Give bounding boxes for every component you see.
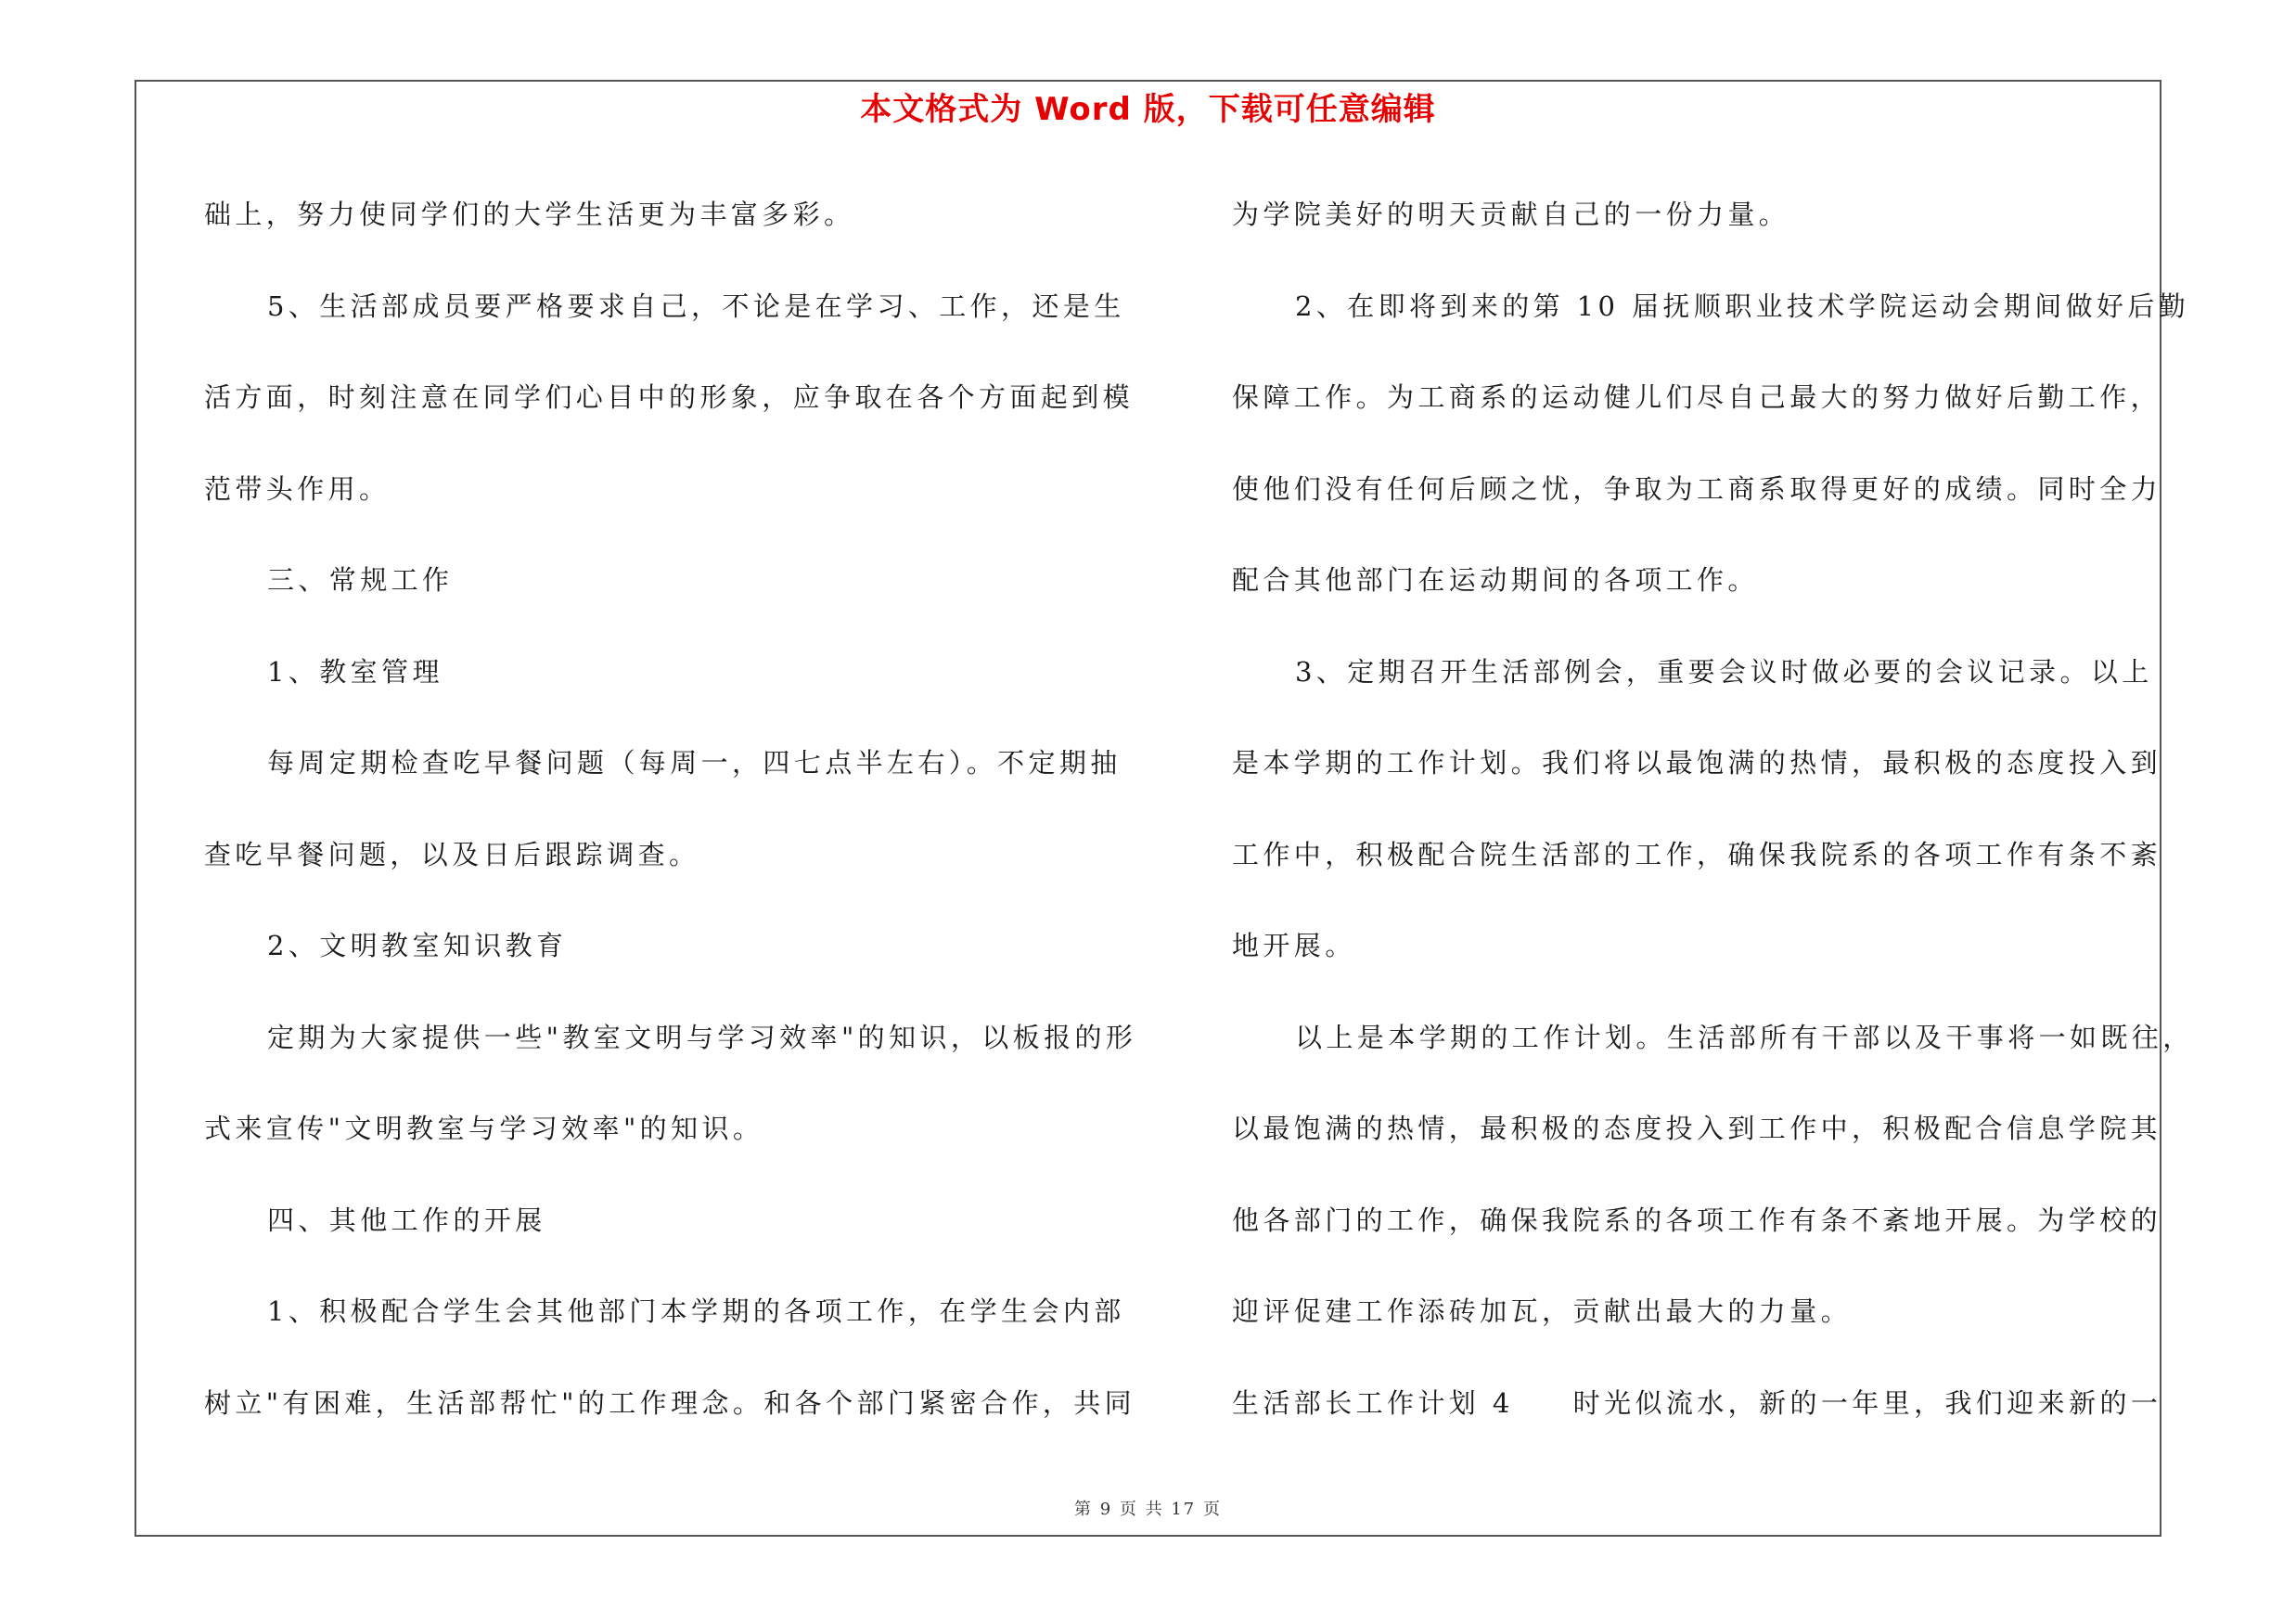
section-heading: 三、常规工作 <box>267 564 454 596</box>
section-title: 生活部长工作计划 4 <box>1232 1386 1514 1419</box>
text-line: 工作中，积极配合院生活部的工作，确保我院系的各项工作有条不紊 <box>1232 838 2162 870</box>
text-line: 活方面，时刻注意在同学们心目中的形象，应争取在各个方面起到模 <box>204 381 1135 413</box>
section-heading: 四、其他工作的开展 <box>267 1204 546 1236</box>
section-intro: 时光似流水，新的一年里，我们迎来新的一 <box>1572 1386 2162 1419</box>
right-column <box>1232 182 2194 1462</box>
text-line: 他各部门的工作，确保我院系的各项工作有条不紊地开展。为学校的 <box>1232 1204 2162 1236</box>
text-line: 2、在即将到来的第 10 届抚顺职业技术学院运动会期间做好后勤 <box>1295 290 2190 322</box>
text-line: 础上，努力使同学们的大学生活更为丰富多彩。 <box>204 199 855 230</box>
text-line: 定期为大家提供一些"教室文明与学习效率"的知识，以板报的形 <box>267 1021 1137 1053</box>
text-line: 3、定期召开生活部例会，重要会议时做必要的会议记录。以上 <box>1295 655 2153 688</box>
format-banner: 本文格式为 Word 版，下载可任意编辑 <box>860 91 1436 128</box>
page-number: 第 9 页 共 17 页 <box>1074 1500 1222 1519</box>
text-line: 地开展。 <box>1232 930 1356 961</box>
text-line <box>1232 1371 2169 1462</box>
text-line: 配合其他部门在运动期间的各项工作。 <box>1232 564 1759 596</box>
text-line: 是本学期的工作计划。我们将以最饱满的热情，最积极的态度投入到 <box>1232 747 2162 779</box>
text-line: 以最饱满的热情，最积极的态度投入到工作中，积极配合信息学院其 <box>1232 1113 2162 1144</box>
text-line: 以上是本学期的工作计划。生活部所有干部以及干事将一如既往， <box>1295 1021 2194 1053</box>
text-line: 5、生活部成员要严格要求自己，不论是在学习、工作，还是生 <box>267 290 1125 322</box>
text-line: 保障工作。为工商系的运动健儿们尽自己最大的努力做好后勤工作， <box>1232 381 2162 413</box>
text-line: 使他们没有任何后顾之忧，争取为工商系取得更好的成绩。同时全力 <box>1232 472 2162 505</box>
text-line: 1、积极配合学生会其他部门本学期的各项工作，在学生会内部 <box>267 1295 1125 1327</box>
text-line: 范带头作用。 <box>204 472 391 505</box>
subsection-heading: 2、文明教室知识教育 <box>267 930 568 961</box>
text-line: 每周定期检查吃早餐问题（每周一，四七点半左右）。不定期抽 <box>267 747 1122 779</box>
text-line: 式来宣传"文明教室与学习效率"的知识。 <box>204 1113 764 1144</box>
text-line: 迎评促建工作添砖加瓦，贡献出最大的力量。 <box>1232 1295 1853 1327</box>
left-column <box>204 182 1137 1462</box>
text-line: 为学院美好的明天贡献自己的一份力量。 <box>1232 199 1790 230</box>
text-line: 查吃早餐问题，以及日后跟踪调查。 <box>204 838 700 870</box>
subsection-heading: 1、教室管理 <box>267 655 443 688</box>
text-line: 树立"有困难，生活部帮忙"的工作理念。和各个部门紧密合作，共同 <box>204 1386 1136 1419</box>
